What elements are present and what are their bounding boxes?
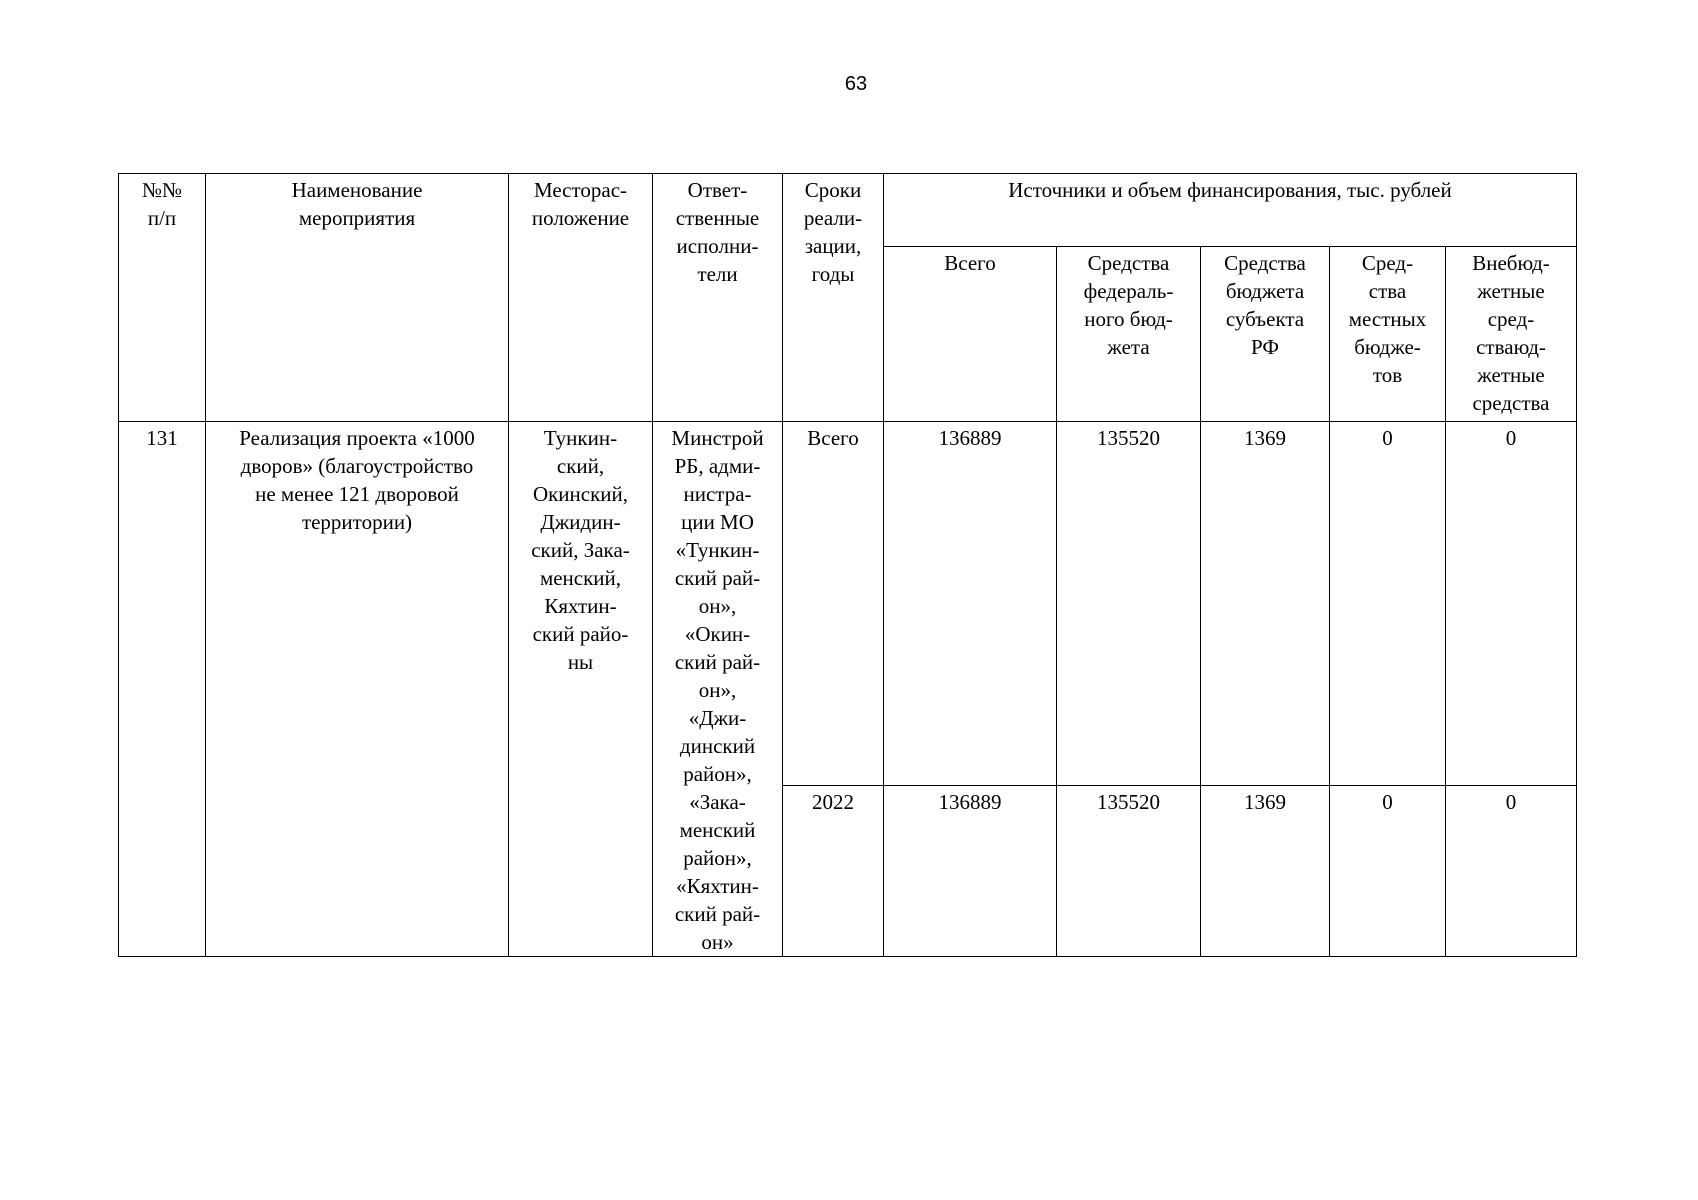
header-funding-group: Источники и объем финансирования, тыс. рублей bbox=[884, 174, 1577, 247]
table-row bbox=[119, 422, 1577, 786]
header-total: Всего bbox=[884, 247, 1057, 422]
header-local-budgets: Сред- ства местных бюдже- тов bbox=[1330, 247, 1446, 422]
period-federal: 135520 bbox=[1057, 422, 1201, 786]
period-federal: 135520 bbox=[1057, 786, 1201, 957]
header-row-1 bbox=[119, 174, 1577, 247]
header-terms: Сроки реали- зации, годы bbox=[783, 174, 884, 422]
period-subject-budget: 1369 bbox=[1201, 422, 1330, 786]
row-number: 131 bbox=[119, 422, 206, 957]
row-location: Тункин- ский, Окинский, Джидин- ский, Зака- менский, Кяхтин- ский райо- ны bbox=[509, 422, 653, 957]
header-number: №№ п/п bbox=[119, 174, 206, 422]
header-name: Наименование мероприятия bbox=[206, 174, 509, 422]
header-responsible: Ответ- ственные исполни- тели bbox=[653, 174, 783, 422]
period-total: 136889 bbox=[884, 422, 1057, 786]
row-event-name: Реализация проекта «1000 дворов» (благоустройство не менее 121 дворовой территории) bbox=[206, 422, 509, 957]
row-responsible: Минстрой РБ, адми- нистра- ции МО «Тункин- ский рай- он», «Окин- ский рай- он», «Джи- динский район», «Зака- менский район», «Кяхтин- ский рай- он» bbox=[653, 422, 783, 957]
financing-table bbox=[118, 173, 1577, 957]
period-local-budgets: 0 bbox=[1330, 422, 1446, 786]
header-location: Месторас- положение bbox=[509, 174, 653, 422]
period-total: 136889 bbox=[884, 786, 1057, 957]
period-term: 2022 bbox=[783, 786, 884, 957]
period-local-budgets: 0 bbox=[1330, 786, 1446, 957]
header-subject-budget: Средства бюджета субъекта РФ bbox=[1201, 247, 1330, 422]
header-federal: Средства федераль- ного бюд- жета bbox=[1057, 247, 1201, 422]
period-term: Всего bbox=[783, 422, 884, 786]
period-offbudget: 0 bbox=[1446, 786, 1577, 957]
header-offbudget: Внебюд- жетные сред- стваюд- жетные средства bbox=[1446, 247, 1577, 422]
period-subject-budget: 1369 bbox=[1201, 786, 1330, 957]
page-number: 63 bbox=[844, 73, 868, 95]
period-offbudget: 0 bbox=[1446, 422, 1577, 786]
